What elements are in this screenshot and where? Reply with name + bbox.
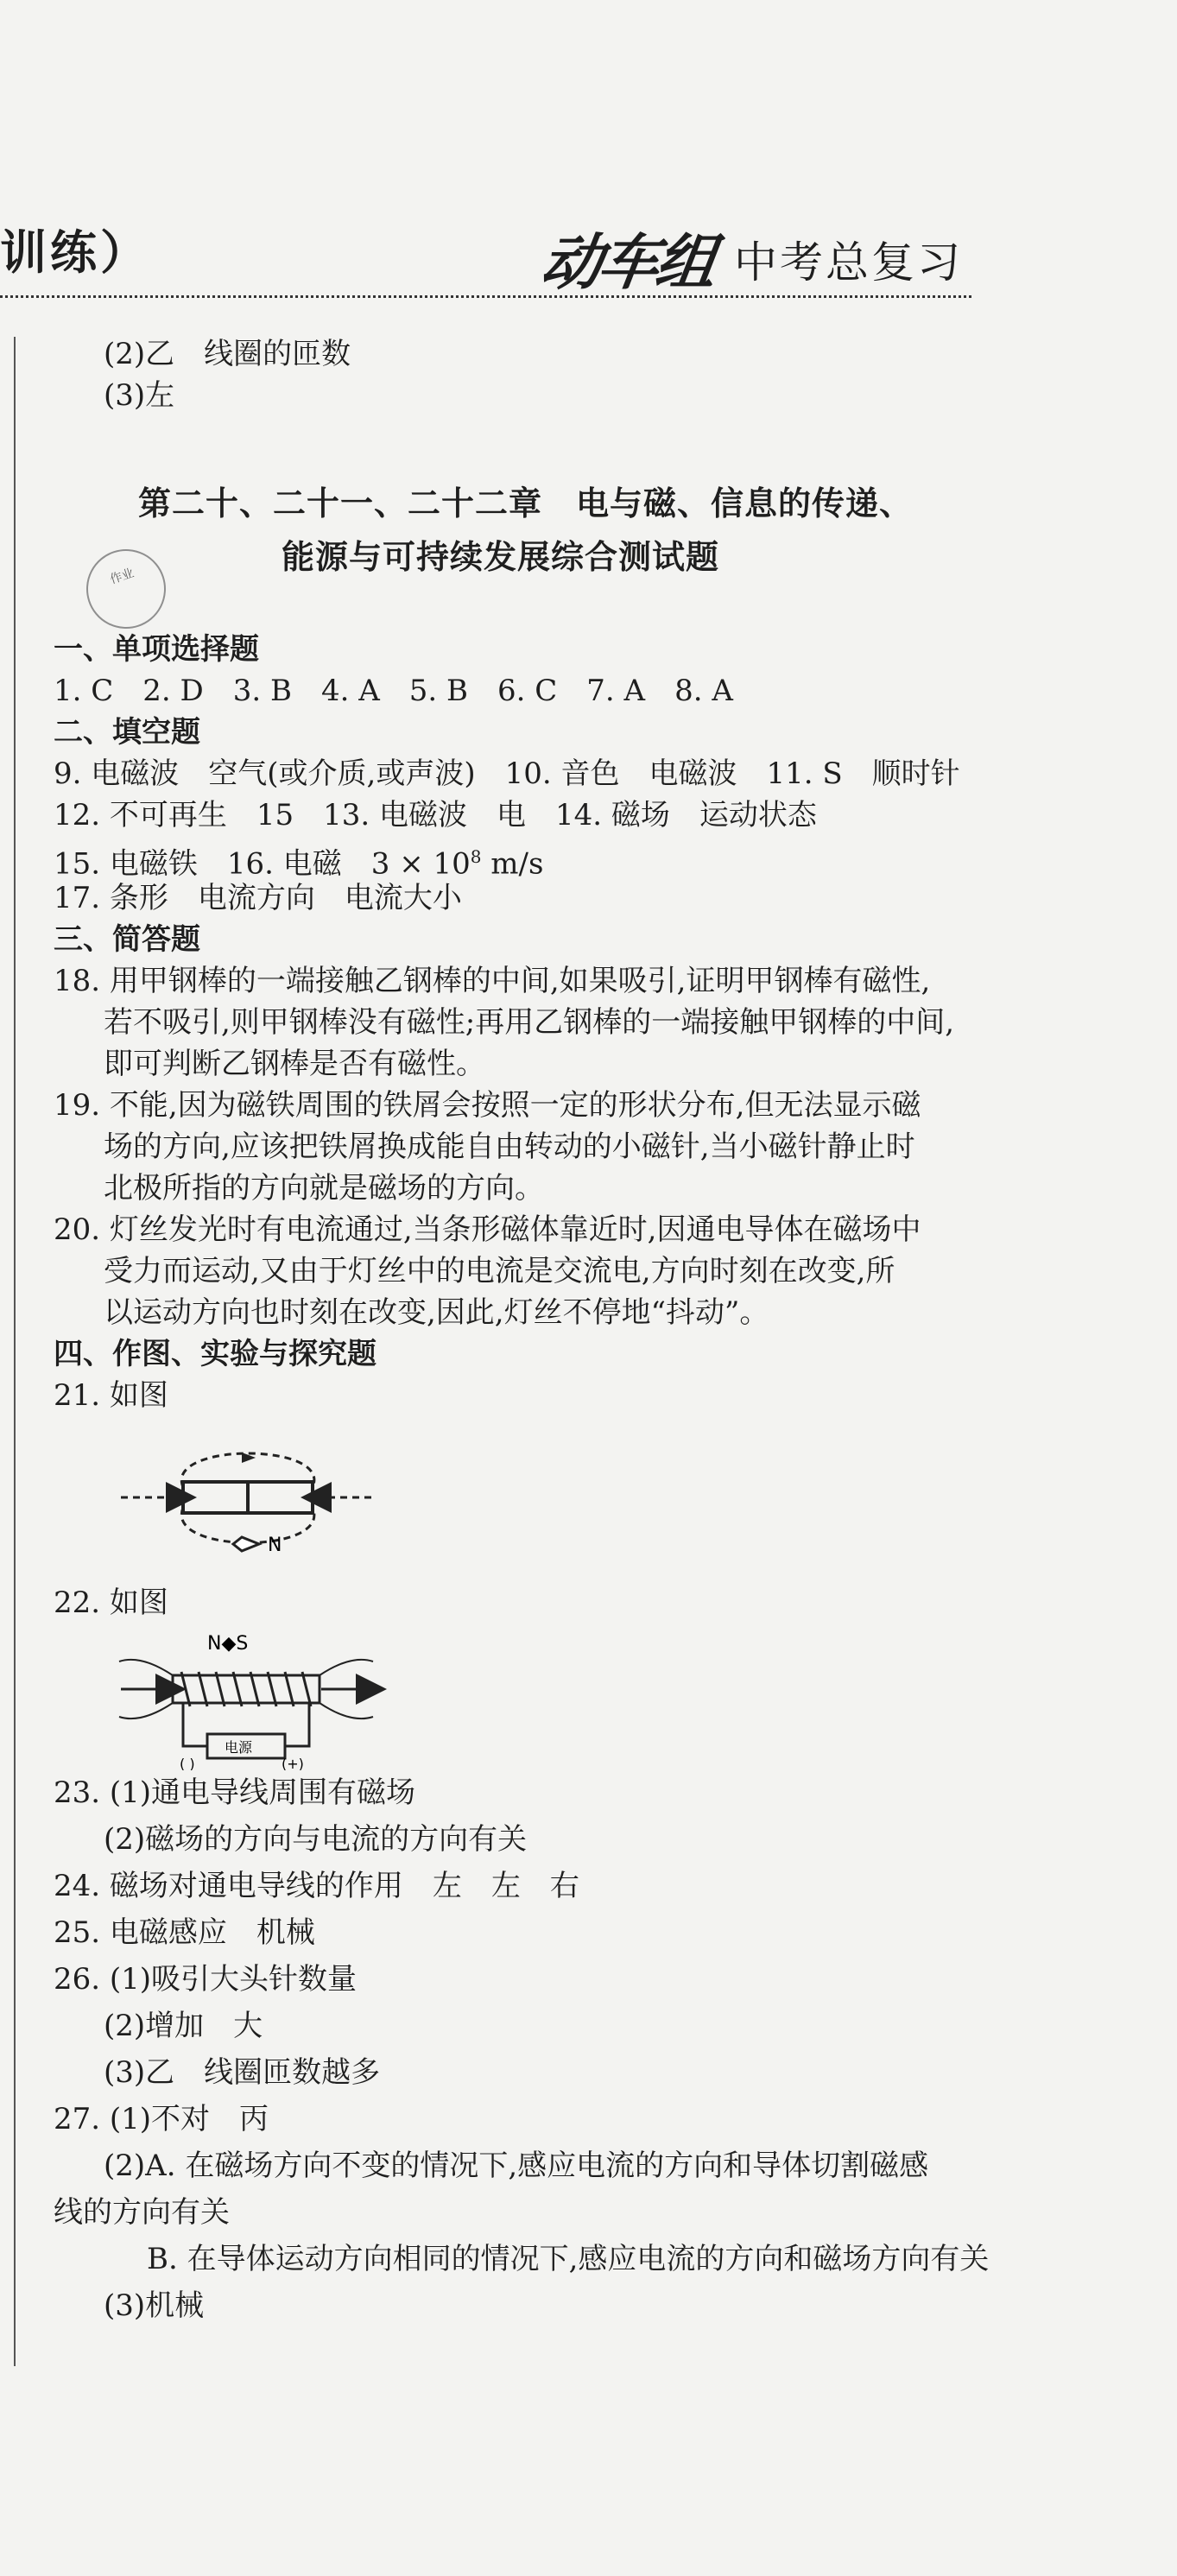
margin-rule [14, 337, 16, 2366]
homework-stamp [76, 539, 176, 639]
positive-terminal-label: (+) [282, 1756, 304, 1770]
answer-line: (2)磁场的方向与电流的方向有关 [104, 1822, 528, 1857]
compass-label: N◆S [207, 1633, 249, 1655]
section-heading: 四、作图、实验与探究题 [54, 1337, 377, 1371]
answer-line: 21. 如图 [54, 1378, 168, 1413]
answer-line: 18. 用甲钢棒的一端接触乙钢棒的中间,如果吸引,证明甲钢棒有磁性, [54, 964, 931, 998]
answer-line: 北极所指的方向就是磁场的方向。 [104, 1171, 544, 1206]
power-label: 电源 [225, 1739, 253, 1756]
solenoid-figure [112, 1623, 389, 1770]
answer-line: 12. 不可再生 15 13. 电磁波 电 14. 磁场 运动状态 [54, 798, 817, 832]
answer-line: (3)机械 [104, 2288, 205, 2323]
answer-line: (3)乙 线圈匝数越多 [104, 2055, 381, 2090]
header-divider [0, 295, 971, 298]
answer-line: 17. 条形 电流方向 电流大小 [54, 881, 462, 915]
answer-line: 27. (1)不对 丙 [54, 2102, 269, 2136]
answer-line: (2)A. 在磁场方向不变的情况下,感应电流的方向和导体切割磁感 [104, 2149, 929, 2183]
answer-line: 20. 灯丝发光时有电流通过,当条形磁体靠近时,因通电导体在磁场中 [54, 1212, 921, 1247]
unit-text: m/s [481, 846, 544, 882]
compass-needle-icon [233, 1537, 259, 1551]
stamp-text: 作业 [108, 566, 136, 587]
prev-answer-line: (2)乙 线圈的匝数 [104, 337, 351, 371]
answer-line: 19. 不能,因为磁铁周围的铁屑会按照一定的形状分布,但无法显示磁 [54, 1088, 921, 1123]
answer-text: 15. 电磁铁 16. 电磁 3 × 10 [54, 846, 471, 882]
answer-line: B. 在导体运动方向相同的情况下,感应电流的方向和磁场方向有关 [147, 2242, 990, 2276]
prev-answer-line: (3)左 [104, 378, 175, 413]
answer-line: (2)增加 大 [104, 2009, 263, 2043]
section-title-line2: 能源与可持续发展综合测试题 [282, 538, 720, 576]
header-left-text: 训练） [0, 225, 150, 280]
answer-line: 线的方向有关 [54, 2195, 230, 2230]
answer-line: 22. 如图 [54, 1585, 168, 1620]
section-heading: 一、单项选择题 [54, 632, 259, 667]
section-heading: 三、简答题 [54, 922, 200, 957]
section-heading: 二、填空题 [54, 715, 200, 750]
answer-line: 9. 电磁波 空气(或介质,或声波) 10. 音色 电磁波 11. S 顺时针 [54, 756, 960, 791]
answer-line: 受力而运动,又由于灯丝中的电流是交流电,方向时刻在改变,所 [104, 1254, 895, 1288]
answer-line: 场的方向,应该把铁屑换成能自由转动的小磁针,当小磁针静止时 [104, 1130, 915, 1164]
header-title: 中考总复习 [734, 237, 963, 288]
answer-line: 24. 磁场对通电导线的作用 左 左 右 [54, 1869, 579, 1903]
coil-windings [181, 1672, 311, 1706]
answer-line: 即可判断乙钢棒是否有磁性。 [104, 1047, 485, 1081]
answer-line: 23. (1)通电导线周围有磁场 [54, 1775, 416, 1810]
solenoid-core [173, 1675, 320, 1703]
section-title-line1: 第二十、二十一、二十二章 电与磁、信息的传递、 [138, 484, 914, 522]
compass-label: N [268, 1535, 282, 1556]
answer-line: 25. 电磁感应 机械 [54, 1915, 315, 1950]
answer-line: 以运动方向也时刻在改变,因此,灯丝不停地“抖动”。 [104, 1295, 769, 1330]
brand-logo: 动车组 [536, 226, 718, 298]
exponent: 8 [470, 846, 482, 867]
answer-line: 若不吸引,则甲钢棒没有磁性;再用乙钢棒的一端接触甲钢棒的中间, [104, 1005, 955, 1040]
answer-line: 1. C 2. D 3. B 4. A 5. B 6. C 7. A 8. A [54, 674, 733, 708]
answer-line [54, 839, 543, 881]
answer-line: 26. (1)吸引大头针数量 [54, 1962, 358, 1997]
bar-magnet-figure [112, 1434, 389, 1563]
negative-terminal-label: ( ) [180, 1756, 195, 1770]
